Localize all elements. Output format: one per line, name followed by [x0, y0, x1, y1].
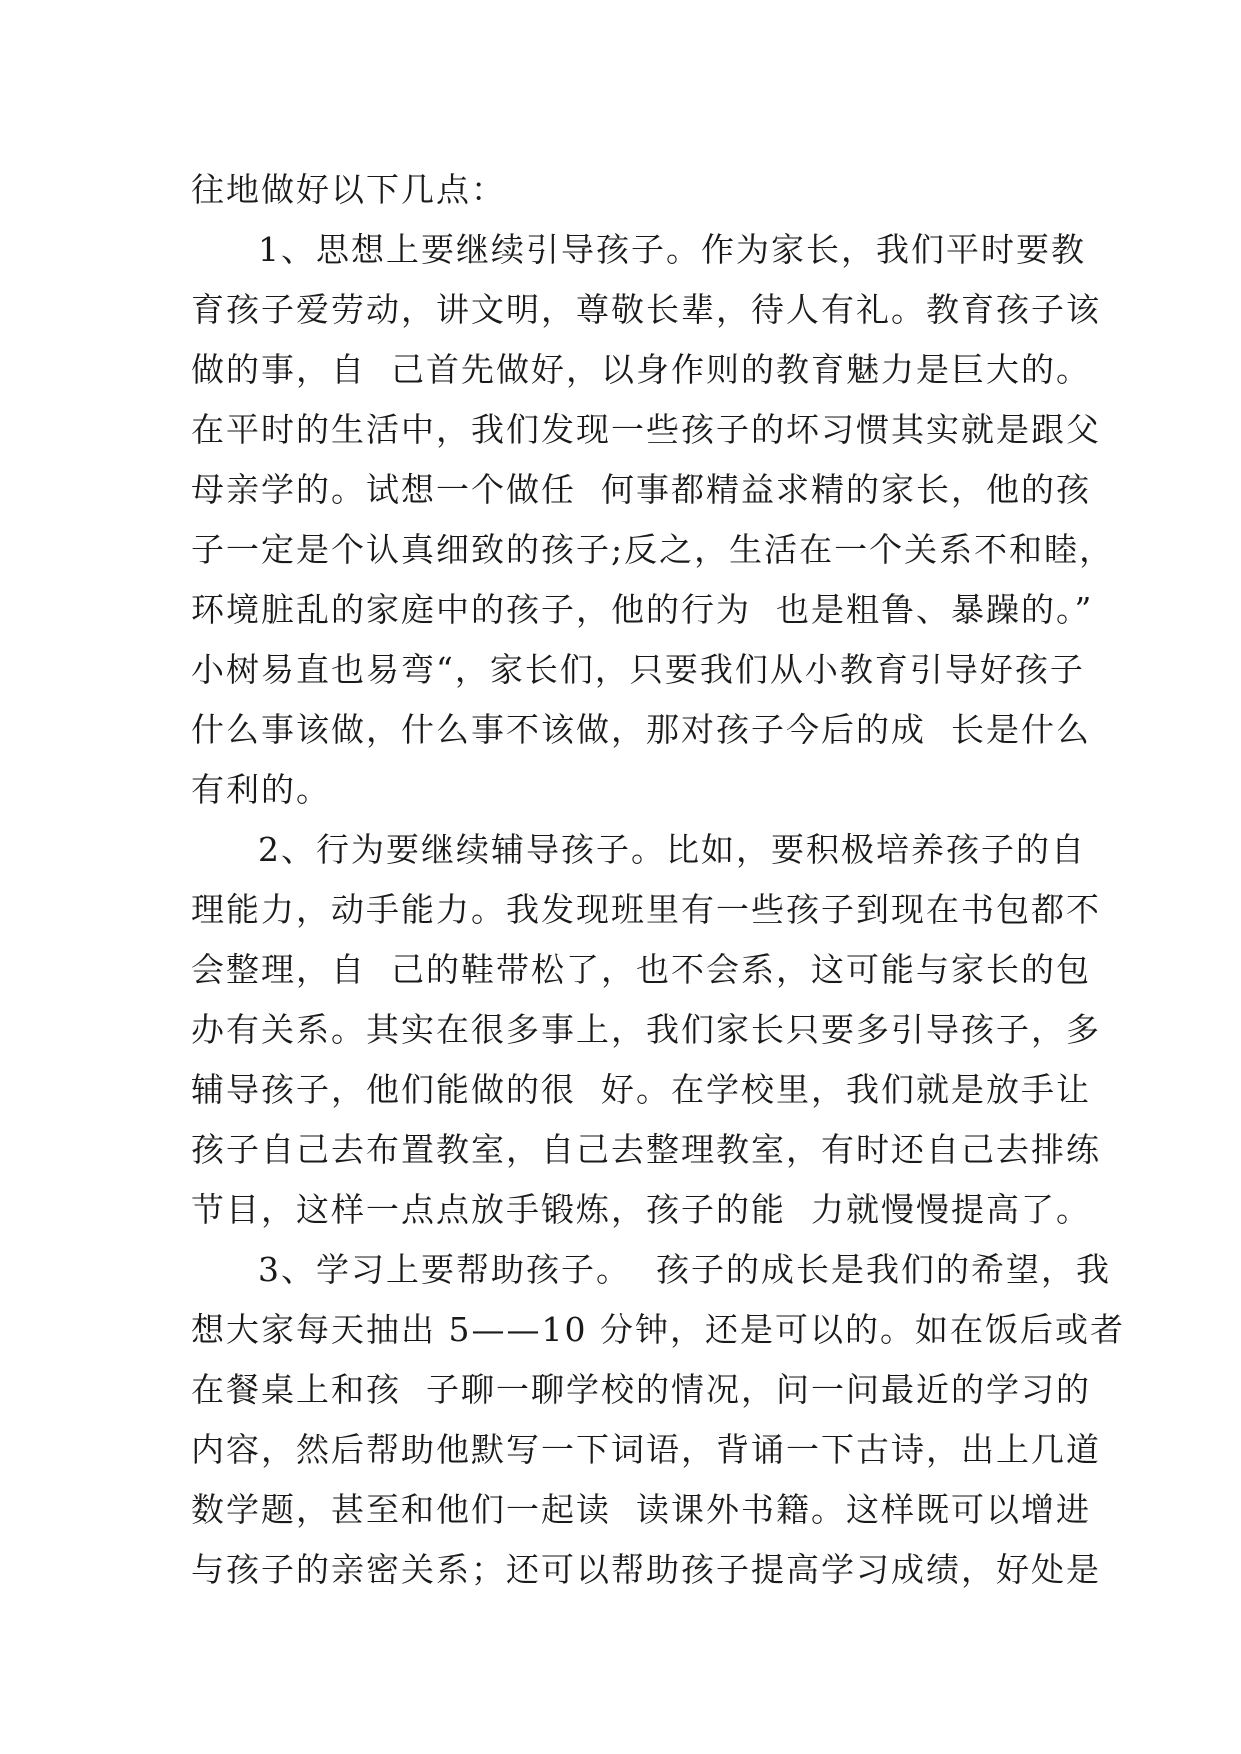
- text-line: 环境脏乱的家庭中的孩子，他的行为 也是粗鲁、暴躁的。”: [191, 590, 1094, 629]
- text-line: 母亲学的。试想一个做任 何事都精益求精的家长，他的孩: [191, 470, 1091, 509]
- text-line: 理能力，动手能力。我发现班里有一些孩子到现在书包都不: [191, 890, 1101, 929]
- text-line: 办有关系。其实在很多事上，我们家长只要多引导孩子，多: [191, 1010, 1101, 1049]
- text-line: 在平时的生活中，我们发现一些孩子的坏习惯其实就是跟父: [191, 410, 1101, 449]
- paragraph-2-first-line: 2、行为要继续辅导孩子。比如，要积极培养孩子的自: [258, 830, 1086, 869]
- text-line: 子一定是个认真细致的孩子;反之，生活在一个关系不和睦，: [191, 530, 1115, 569]
- text-line: 在餐桌上和孩 子聊一聊学校的情况，问一问最近的学习的: [191, 1370, 1091, 1409]
- text-line: 内容，然后帮助他默写一下词语，背诵一下古诗，出上几道: [191, 1430, 1101, 1469]
- text-line: 有利的。: [191, 770, 331, 809]
- text-line: 孩子自己去布置教室，自己去整理教室，有时还自己去排练: [191, 1130, 1101, 1169]
- text-line: 什么事该做，什么事不该做，那对孩子今后的成 长是什么: [191, 710, 1091, 749]
- text-line: 会整理，自 己的鞋带松了，也不会系，这可能与家长的包: [191, 950, 1091, 989]
- text-line: 小树易直也易弯“，家长们，只要我们从小教育引导好孩子: [191, 650, 1085, 689]
- paragraph-3-first-line: 3、学习上要帮助孩子。 孩子的成长是我们的希望，我: [258, 1250, 1111, 1289]
- text-line: 想大家每天抽出 5——10 分钟，还是可以的。如在饭后或者: [191, 1310, 1125, 1349]
- text-line: 做的事，自 己首先做好，以身作则的教育魅力是巨大的。: [191, 350, 1091, 389]
- text-line: 辅导孩子，他们能做的很 好。在学校里，我们就是放手让: [191, 1070, 1091, 1109]
- paragraph-1-first-line: 1、思想上要继续引导孩子。作为家长，我们平时要教: [258, 230, 1086, 269]
- text-line: 节目，这样一点点放手锻炼，孩子的能 力就慢慢提高了。: [191, 1190, 1091, 1229]
- body-text: [191, 160, 1125, 1600]
- text-line: 数学题，甚至和他们一起读 读课外书籍。这样既可以增进: [191, 1490, 1091, 1529]
- text-line: 往地做好以下几点：: [191, 170, 506, 209]
- text-line: 与孩子的亲密关系；还可以帮助孩子提高学习成绩，好处是: [191, 1550, 1101, 1589]
- text-line: 育孩子爱劳动，讲文明，尊敬长辈，待人有礼。教育孩子该: [191, 290, 1101, 329]
